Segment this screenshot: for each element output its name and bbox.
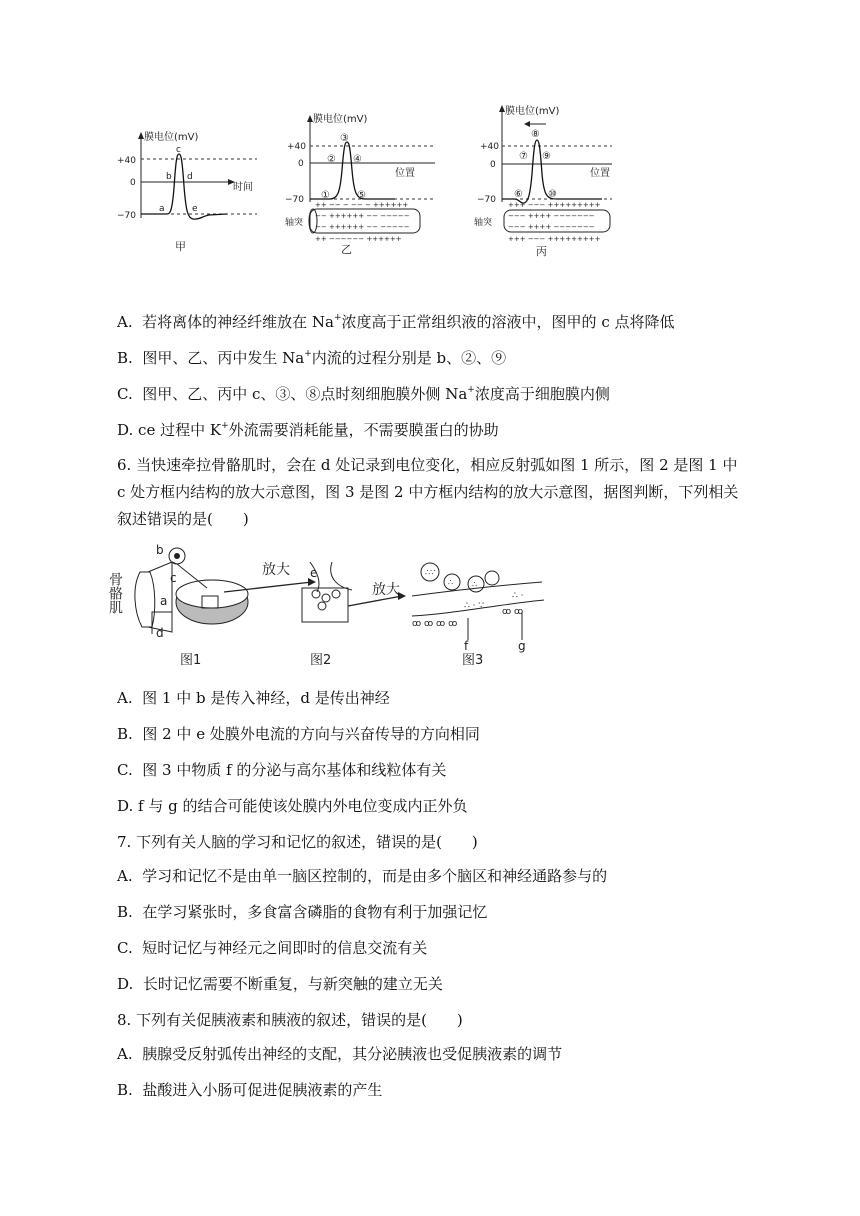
svg-text:d: d — [187, 172, 193, 182]
svg-text:0: 0 — [490, 160, 496, 170]
q5-option-d: D. ce 过程中 K+外流需要消耗能量，不需要膜蛋白的协助 — [117, 421, 499, 439]
q8-option-b: B. 盐酸进入小肠可促进促胰液素的产生 — [117, 1081, 383, 1099]
svg-text:∴ · ∵: ∴ · ∵ — [464, 601, 485, 611]
svg-text:⑩: ⑩ — [548, 189, 557, 200]
svg-text:+++ −−− +++++++++: +++ −−− +++++++++ — [508, 201, 601, 209]
svg-text:∴: ∴ — [448, 578, 454, 587]
svg-text:++ −−−−−− ++++++: ++ −−−−−− ++++++ — [315, 235, 402, 243]
svg-text:a: a — [160, 594, 168, 608]
svg-text:+40: +40 — [480, 142, 499, 152]
svg-text:图1: 图1 — [180, 653, 202, 668]
q5-option-b: B. 图甲、乙、丙中发生 Na+内流的过程分别是 b、②、⑨ — [117, 349, 507, 367]
svg-text:+40: +40 — [287, 142, 306, 152]
svg-text:④: ④ — [353, 154, 362, 165]
q6-option-b: B. 图 2 中 e 处膜外电流的方向与兴奋传导的方向相同 — [117, 725, 480, 743]
ylabel: 膜电位(mV) — [144, 132, 199, 143]
q7-option-b: B. 在学习紧张时，多食富含磷脂的食物有利于加强记忆 — [117, 903, 488, 921]
svg-text:①: ① — [321, 190, 330, 201]
svg-text:f: f — [464, 639, 469, 653]
svg-text:膜电位(mV): 膜电位(mV) — [313, 114, 368, 125]
svg-text:膜电位(mV): 膜电位(mV) — [505, 106, 560, 117]
svg-text:−− ++++++ −− −−−−−: −− ++++++ −− −−−−− — [315, 212, 410, 220]
svg-text:乙: 乙 — [341, 243, 352, 256]
q6-option-d: D. f 与 g 的结合可能使该处膜内外电位变成内正外负 — [117, 797, 468, 815]
xlabel: 时间 — [233, 182, 253, 193]
svg-text:丙: 丙 — [536, 245, 547, 258]
figure-yi — [285, 110, 445, 260]
q5-option-a: A. 若将离体的神经纤维放在 Na+浓度高于正常组织液的溶液中，图甲的 c 点将降低 — [117, 313, 675, 331]
svg-text:−70: −70 — [117, 211, 136, 221]
svg-text:−−− ++++ −−−−−−−: −−− ++++ −−−−−−− — [508, 212, 595, 220]
q8-stem: 8. 下列有关促胰液素和胰液的叙述，错误的是( ) — [117, 1011, 463, 1029]
svg-text:⑥: ⑥ — [514, 189, 523, 200]
svg-text:e: e — [192, 204, 198, 214]
q8-option-a: A. 胰腺受反射弧传出神经的支配，其分泌胰液也受促胰液素的调节 — [117, 1045, 563, 1063]
q6-option-c: C. 图 3 中物质 f 的分泌与高尔基体和线粒体有关 — [117, 761, 447, 779]
q7-option-c: C. 短时记忆与神经元之间即时的信息交流有关 — [117, 939, 428, 957]
svg-text:⑧: ⑧ — [531, 129, 540, 140]
svg-text:位置: 位置 — [395, 168, 415, 179]
svg-text:−70: −70 — [477, 195, 496, 205]
svg-text:b: b — [166, 172, 172, 182]
svg-text:②: ② — [327, 154, 336, 165]
svg-text:骨骼肌: 骨骼肌 — [107, 572, 123, 614]
svg-text:位置: 位置 — [590, 168, 610, 179]
svg-text:∴: ∴ — [472, 580, 478, 589]
svg-text:⑤: ⑤ — [357, 190, 366, 201]
q7-option-a: A. 学习和记忆不是由单一脑区控制的，而是由多个脑区和神经通路参与的 — [117, 867, 608, 885]
svg-text:轴突: 轴突 — [285, 218, 304, 228]
svg-text:g: g — [518, 639, 526, 653]
svg-text:c: c — [176, 145, 181, 155]
svg-text:c: c — [170, 571, 177, 585]
svg-text:a: a — [159, 204, 165, 214]
svg-text:放大: 放大 — [262, 562, 290, 578]
svg-text:+++ −−− +++++++++: +++ −−− +++++++++ — [508, 235, 601, 243]
svg-text:⑦: ⑦ — [519, 151, 528, 162]
svg-text:图3: 图3 — [462, 653, 484, 668]
q7-option-d: D. 长时记忆需要不断重复，与新突触的建立无关 — [117, 975, 443, 993]
svg-text:ꝏ ꝏ: ꝏ ꝏ — [502, 607, 524, 617]
svg-text:+40: +40 — [117, 156, 136, 166]
svg-text:−70: −70 — [285, 195, 304, 205]
svg-text:∴∵: ∴∵ — [425, 568, 436, 577]
figure-jia — [117, 128, 267, 258]
svg-text:图2: 图2 — [310, 653, 332, 668]
svg-text:⑨: ⑨ — [542, 151, 551, 162]
svg-text:0: 0 — [130, 178, 136, 188]
svg-text:++ −− − −− − ++++++: ++ −− − −− − ++++++ — [315, 201, 409, 209]
svg-text:∴ ·: ∴ · — [512, 591, 524, 601]
svg-text:b: b — [156, 543, 164, 557]
svg-text:ꝏ ꝏ ꝏ ꝏ: ꝏ ꝏ ꝏ ꝏ — [412, 619, 458, 629]
svg-text:③: ③ — [340, 133, 349, 144]
svg-text:−− ++++++ −− −−−−−: −− ++++++ −− −−−−− — [315, 223, 410, 231]
svg-text:放大: 放大 — [372, 582, 400, 598]
svg-text:0: 0 — [298, 159, 304, 169]
q6-stem: 6. 当快速牵拉骨骼肌时，会在 d 处记录到电位变化，相应反射弧如图 1 所示，图 2 是图 1 中 c 处方框内结构的放大示意图，图 3 是图 2 中方框内结构的放大示意图，据图判断，下列相关叙述错误的是( ) — [117, 456, 739, 528]
caption: 甲 — [175, 240, 186, 253]
svg-text:轴突: 轴突 — [474, 218, 493, 228]
figure-reflex-arc — [107, 542, 552, 670]
svg-text:d: d — [156, 626, 164, 640]
q5-option-c: C. 图甲、乙、丙中 c、③、⑧点时刻细胞膜外侧 Na+浓度高于细胞膜内侧 — [117, 385, 610, 403]
figure-bing — [472, 100, 632, 260]
q6-option-a: A. 图 1 中 b 是传入神经，d 是传出神经 — [117, 689, 390, 707]
svg-text:−−− ++++ −−−−−−−: −−− ++++ −−−−−−− — [508, 223, 595, 231]
svg-text:e: e — [310, 566, 318, 580]
q7-stem: 7. 下列有关人脑的学习和记忆的叙述，错误的是( ) — [117, 833, 478, 851]
